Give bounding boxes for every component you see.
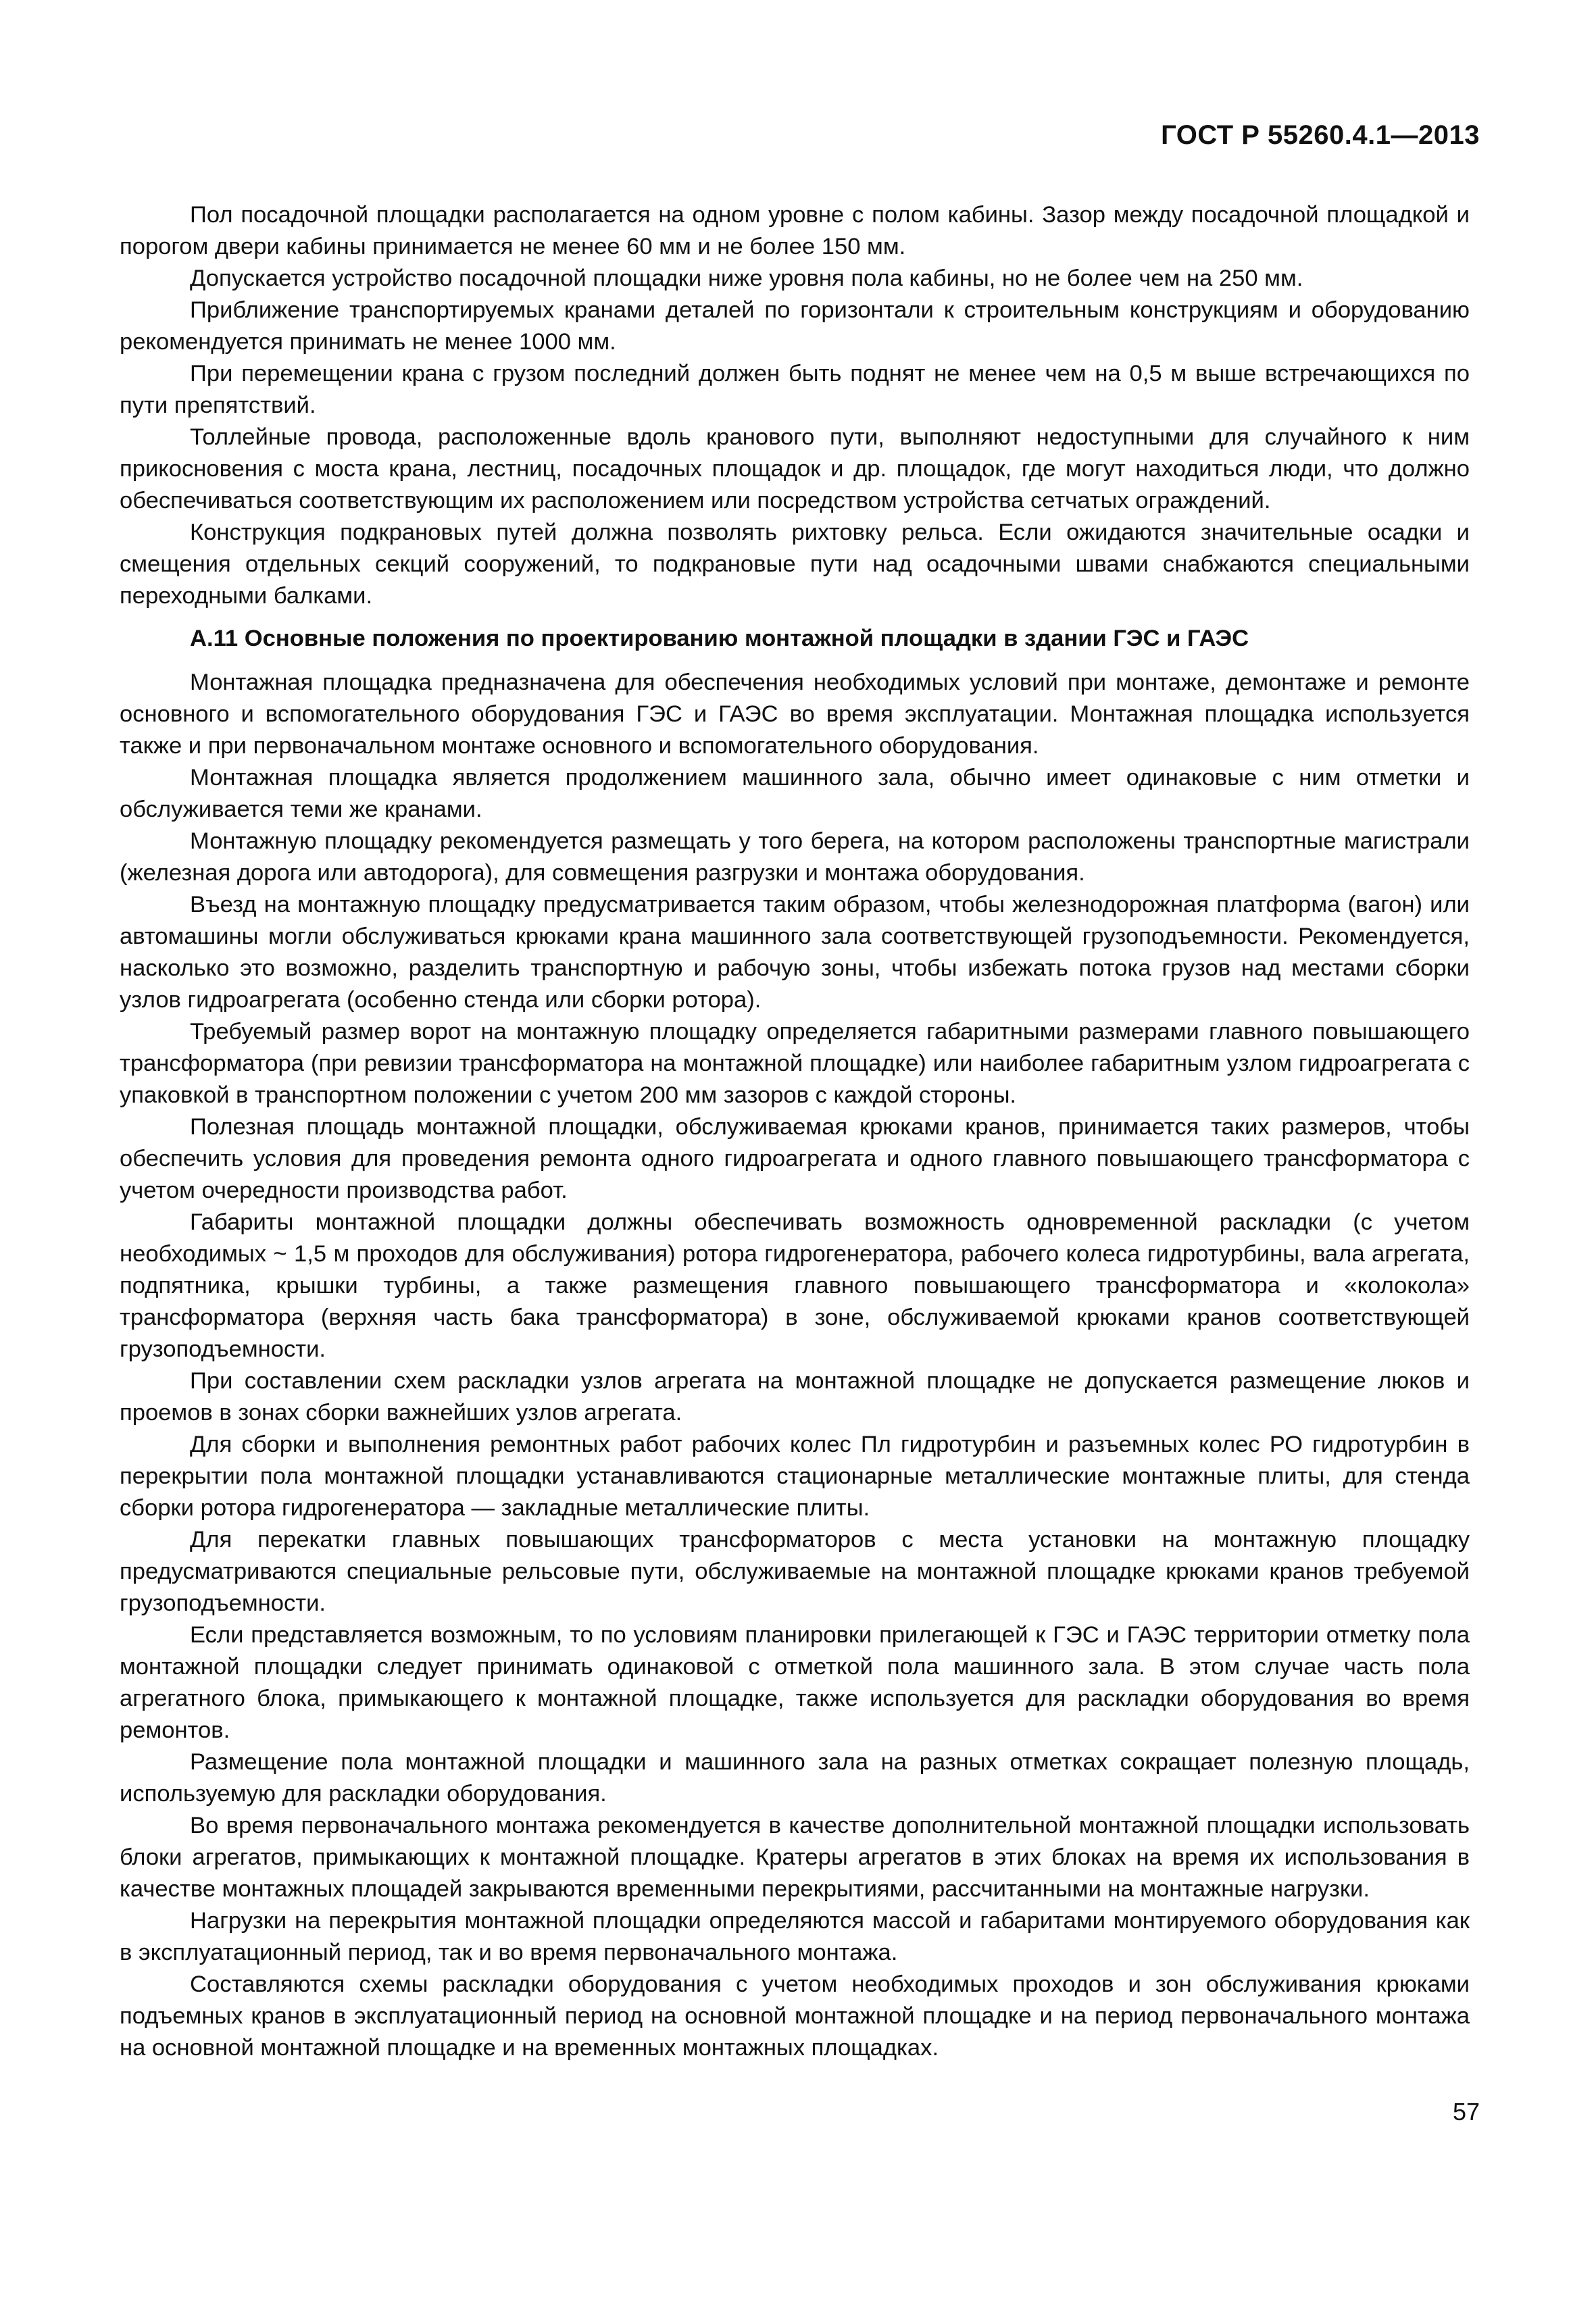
paragraph: Если представляется возможным, то по условиям планировки прилегающей к ГЭС и ГАЭС территории отметку пола монтажной площадки следует принимать одинаковой с отметкой пола машинного зала. В этом случае часть пола агрегатного блока, примыкающего к монтажной площадке, также используется для раскладки оборудования во время ремонтов. <box>120 1622 1470 1743</box>
page-number: 57 <box>1452 2098 1480 2126</box>
paragraph: Монтажная площадка предназначена для обеспечения необходимых условий при монтаже, демонтаже и ремонте основного и вспомогательного оборудования ГЭС и ГАЭС во время эксплуатации. Монтажная площадка используется также и при первоначальном монтаже основного и вспомогательного оборудования. <box>120 670 1470 759</box>
paragraph: Приближение транспортируемых кранами деталей по горизонтали к строительным конструкциям и оборудованию рекомендуется принимать не менее 1000 мм. <box>120 297 1470 355</box>
paragraph: Монтажная площадка является продолжением машинного зала, обычно имеет одинаковые с ним отметки и обслуживается теми же кранами. <box>120 765 1470 822</box>
document-body <box>120 199 1470 2064</box>
paragraph: Полезная площадь монтажной площадки, обслуживаемая крюками кранов, принимается таких размеров, чтобы обеспечить условия для проведения ремонта одного гидроагрегата и одного главного повышающего трансформатора с учетом очередности производства работ. <box>120 1114 1470 1203</box>
standard-header: ГОСТ Р 55260.4.1—2013 <box>1161 120 1480 150</box>
section-heading: А.11 Основные положения по проектированию монтажной площадки в здании ГЭС и ГАЭС <box>190 626 1249 651</box>
paragraph: Во время первоначального монтажа рекомендуется в качестве дополнительной монтажной площадки использовать блоки агрегатов, примыкающих к монтажной площадке. Кратеры агрегатов в этих блоках на время их использования в качестве монтажных площадей закрываются временными перекрытиями, рассчитанными на монтажные нагрузки. <box>120 1813 1470 1902</box>
paragraph: Конструкция подкрановых путей должна позволять рихтовку рельса. Если ожидаются значительные осадки и смещения отдельных секций сооружений, то подкрановые пути над осадочными швами снабжаются специальными переходными балками. <box>120 520 1470 609</box>
paragraph: Пол посадочной площадки располагается на одном уровне с полом кабины. Зазор между посадочной площадкой и порогом двери кабины принимается не менее 60 мм и не более 150 мм. <box>120 202 1470 259</box>
paragraph: Для перекатки главных повышающих трансформаторов с места установки на монтажную площадку предусматриваются специальные рельсовые пути, обслуживаемые на монтажной площадке крюками кранов требуемой грузоподъемности. <box>120 1527 1470 1616</box>
paragraph: При составлении схем раскладки узлов агрегата на монтажной площадке не допускается размещение люков и проемов в зонах сборки важнейших узлов агрегата. <box>120 1368 1470 1426</box>
paragraph: Составляются схемы раскладки оборудования с учетом необходимых проходов и зон обслуживания крюками подъемных кранов в эксплуатационный период на основной монтажной площадке и на период первоначального монтажа на основной монтажной площадке и на временных монтажных площадках. <box>120 1971 1470 2061</box>
paragraph: Толлейные провода, расположенные вдоль кранового пути, выполняют недоступными для случайного к ним прикосновения с моста крана, лестниц, посадочных площадок и др. площадок, где могут находиться люди, что должно обеспечиваться соответствующим их расположением или посредством устройства сетчатых ограждений. <box>120 424 1470 513</box>
paragraph: Монтажную площадку рекомендуется размещать у того берега, на котором расположены транспортные магистрали (железная дорога или автодорога), для совмещения разгрузки и монтажа оборудования. <box>120 828 1470 886</box>
paragraph: Габариты монтажной площадки должны обеспечивать возможность одновременной раскладки (с учетом необходимых ~ 1,5 м проходов для обслуживания) ротора гидрогенератора, рабочего колеса гидротурбины, вала агрегата, подпятника, крышки турбины, а также размещения главного повышающего трансформатора и «колокола» трансформатора (верхняя часть бака трансформатора) в зоне, обслуживаемой крюками кранов соответствующей грузоподъемности. <box>120 1209 1470 1362</box>
paragraph: Нагрузки на перекрытия монтажной площадки определяются массой и габаритами монтируемого оборудования как в эксплуатационный период, так и во время первоначального монтажа. <box>120 1908 1470 1965</box>
paragraph: Требуемый размер ворот на монтажную площадку определяется габаритными размерами главного повышающего трансформатора (при ревизии трансформатора на монтажной площадке) или наиболее габаритным узлом гидроагрегата с упаковкой в транспортном положении с учетом 200 мм зазоров с каждой стороны. <box>120 1019 1470 1108</box>
paragraph: Размещение пола монтажной площадки и машинного зала на разных отметках сокращает полезную площадь, используемую для раскладки оборудования. <box>120 1749 1470 1807</box>
paragraph: Въезд на монтажную площадку предусматривается таким образом, чтобы железнодорожная платформа (вагон) или автомашины могли обслуживаться крюками крана машинного зала соответствующей грузоподъемности. Рекомендуется, насколько это возможно, разделить транспортную и рабочую зоны, чтобы избежать потока грузов над местами сборки узлов гидроагрегата (особенно стенда или сборки ротора). <box>120 892 1470 1013</box>
paragraph: Допускается устройство посадочной площадки ниже уровня пола кабины, но не более чем на 250 мм. <box>190 266 1303 291</box>
paragraph: Для сборки и выполнения ремонтных работ рабочих колес Пл гидротурбин и разъемных колес РО гидротурбин в перекрытии пола монтажной площадки устанавливаются стационарные металлические монтажные плиты, для стенда сборки ротора гидрогенератора — закладные металлические плиты. <box>120 1432 1470 1521</box>
paragraph: При перемещении крана с грузом последний должен быть поднят не менее чем на 0,5 м выше встречающихся по пути препятствий. <box>120 361 1470 418</box>
